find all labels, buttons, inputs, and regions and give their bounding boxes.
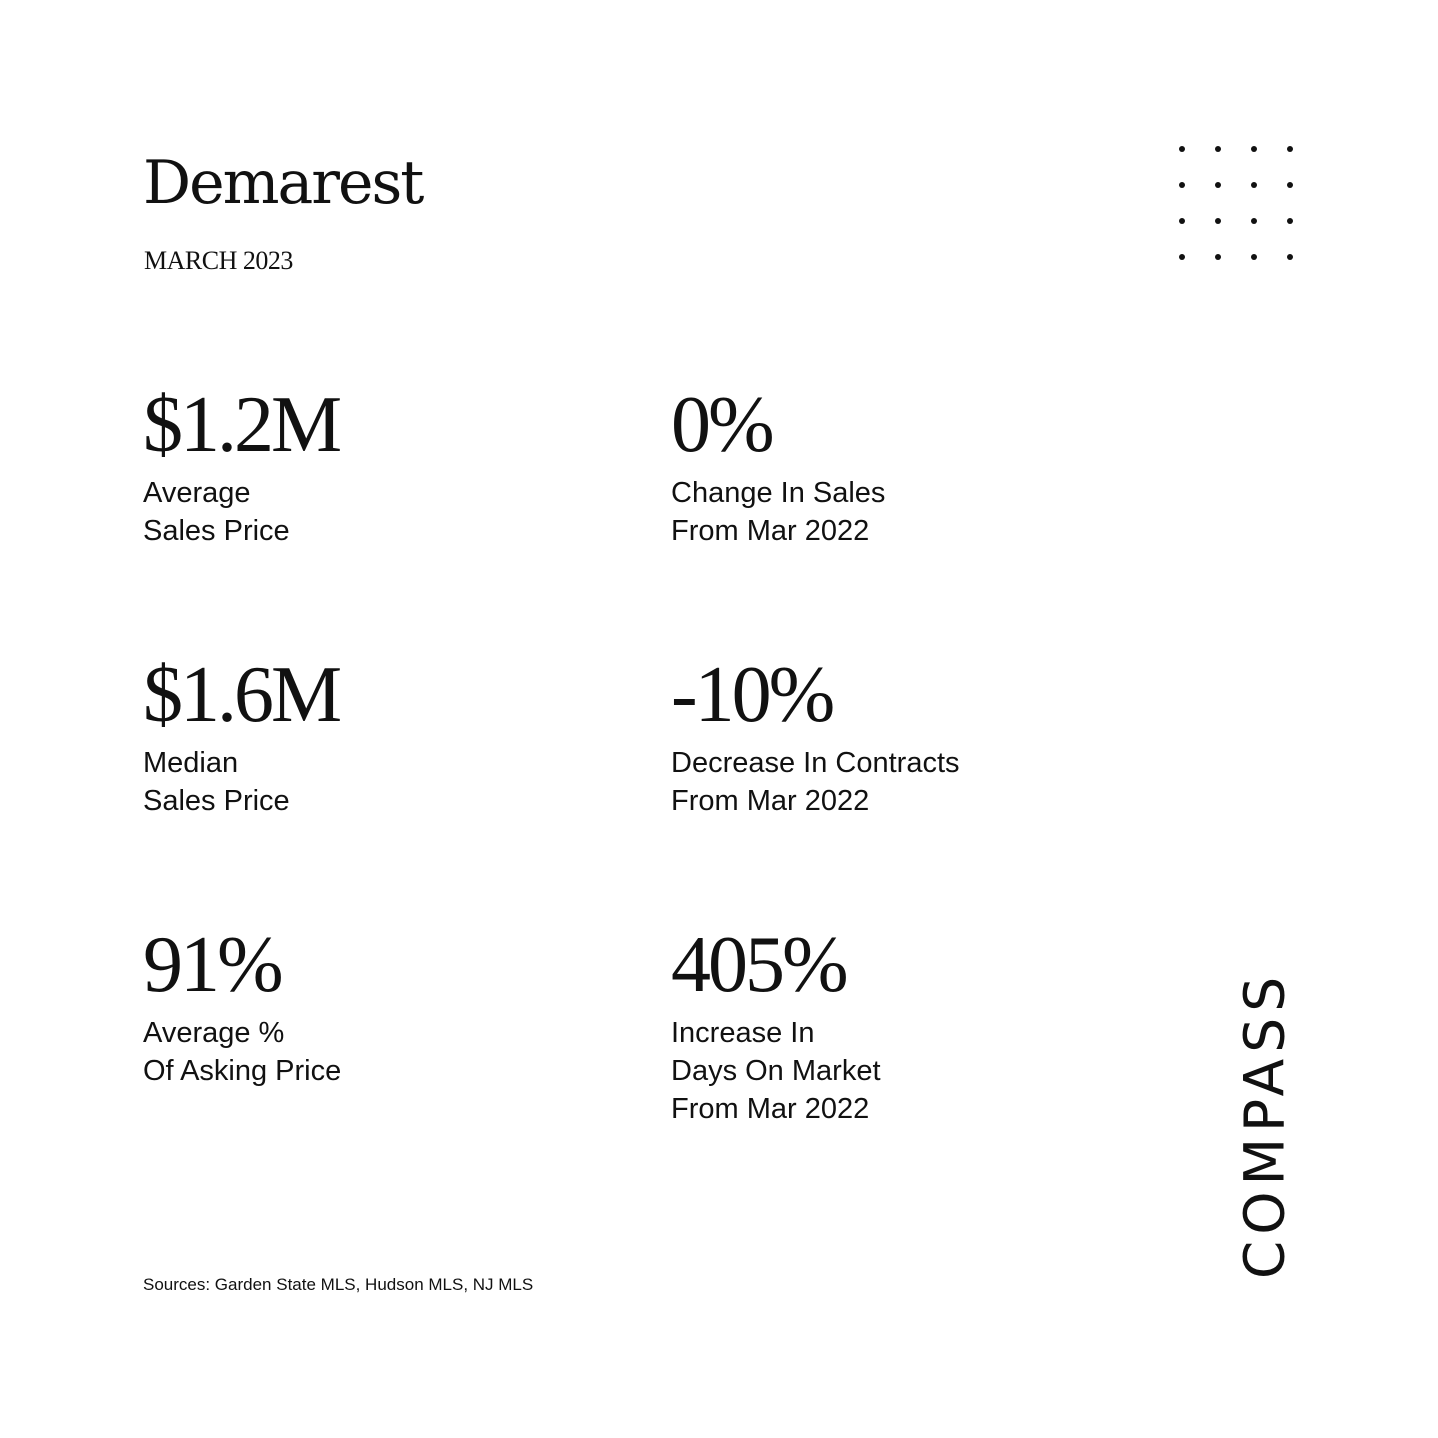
dot [1251, 254, 1257, 260]
page-title: Demarest [143, 148, 423, 218]
stat-label [143, 1014, 341, 1090]
dot [1179, 146, 1185, 152]
stat-label [671, 1014, 881, 1128]
stat-label-line: Median [143, 747, 239, 779]
stat-label [143, 474, 339, 550]
stat-label-line: From Mar 2022 [671, 785, 870, 817]
dot [1215, 182, 1221, 188]
stat-average-sales-price [143, 380, 339, 550]
stat-value: 0% [671, 381, 772, 469]
dot [1287, 254, 1293, 260]
stat-label-line: From Mar 2022 [671, 515, 870, 547]
stat-value: 91% [143, 921, 281, 1009]
stat-label [143, 744, 339, 820]
dot [1215, 218, 1221, 224]
stat-label-line: Of Asking Price [143, 1055, 342, 1087]
dot [1287, 218, 1293, 224]
stat-label-line: Increase In [671, 1017, 815, 1049]
dot [1251, 146, 1257, 152]
stat-change-in-sales [671, 380, 885, 550]
page-subtitle-date: MARCH 2023 [144, 246, 293, 275]
dot [1287, 146, 1293, 152]
dot [1179, 182, 1185, 188]
stat-value: -10% [671, 651, 833, 739]
dot [1287, 182, 1293, 188]
stat-decrease-in-contracts [671, 650, 960, 820]
stat-median-sales-price [143, 650, 339, 820]
dot [1179, 218, 1185, 224]
stat-label-line: Sales Price [143, 785, 290, 817]
sources-footnote: Sources: Garden State MLS, Hudson MLS, NJ MLS [143, 1275, 534, 1294]
dot [1179, 254, 1185, 260]
dot [1215, 254, 1221, 260]
stat-label [671, 474, 885, 550]
compass-logo [1232, 958, 1297, 1292]
stat-label-line: Days On Market [671, 1055, 881, 1087]
stat-label-line: From Mar 2022 [671, 1093, 870, 1125]
stat-value: $1.2M [143, 381, 340, 469]
stat-days-on-market [671, 920, 881, 1128]
stat-value: $1.6M [143, 651, 340, 739]
stat-label [671, 744, 960, 820]
dot [1251, 218, 1257, 224]
dot-grid-icon [1179, 146, 1297, 264]
compass-logo-text: COMPASS [1232, 970, 1297, 1280]
stat-label-line: Sales Price [143, 515, 290, 547]
stat-label-line: Average [143, 477, 251, 509]
stat-label-line: Decrease In Contracts [671, 747, 960, 779]
dot [1251, 182, 1257, 188]
stat-average-percent-of-asking [143, 920, 341, 1090]
stat-value: 405% [671, 921, 846, 1009]
stat-label-line: Change In Sales [671, 477, 886, 509]
stat-label-line: Average % [143, 1017, 285, 1049]
dot [1215, 146, 1221, 152]
